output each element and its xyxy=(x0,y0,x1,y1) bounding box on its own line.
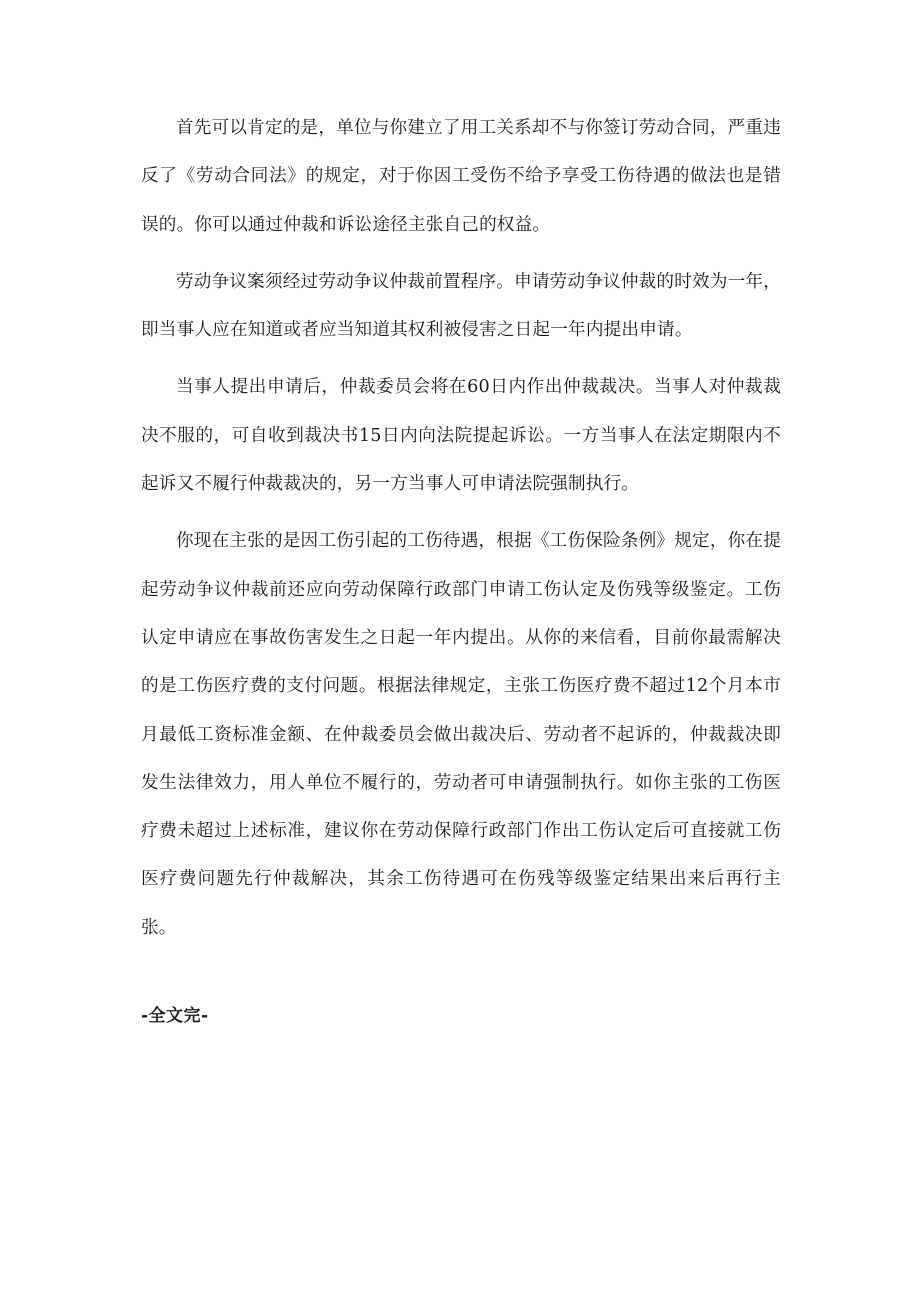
end-of-document-mark: -全文完- xyxy=(141,1006,209,1026)
document-body xyxy=(141,104,781,961)
paragraph-4: 你现在主张的是因工伤引起的工伤待遇，根据《工伤保险条例》规定，你在提起劳动争议仲裁前还应向劳动保障行政部门申请工伤认定及伤残等级鉴定。工伤认定申请应在事故伤害发生之日起一年内提出。从你的来信看，目前你最需解决的是工伤医疗费的支付问题。根据法律规定，主张工伤医疗费不超过12个月本市月最低工资标准金额、在仲裁委员会做出裁决后、劳动者不起诉的，仲裁裁决即发生法律效力，用人单位不履行的，劳动者可申请强制执行。如你主张的工伤医疗费未超过上述标准，建议你在劳动保障行政部门作出工伤认定后可直接就工伤医疗费问题先行仲裁解决，其余工伤待遇可在伤残等级鉴定结果出来后再行主张。 xyxy=(141,531,781,938)
paragraph-3: 当事人提出申请后，仲裁委员会将在60日内作出仲裁裁决。当事人对仲裁裁决不服的，可自收到裁决书15日内向法院提起诉讼。一方当事人在法定期限内不起诉又不履行仲裁裁决的，另一方当事人可申请法院强制执行。 xyxy=(141,377,781,495)
paragraph-2: 劳动争议案须经过劳动争议仲裁前置程序。申请劳动争议仲裁的时效为一年，即当事人应在知道或者应当知道其权利被侵害之日起一年内提出申请。 xyxy=(141,271,781,341)
paragraph-1: 首先可以肯定的是，单位与你建立了用工关系却不与你签订劳动合同，严重违反了《劳动合同法》的规定，对于你因工受伤不给予享受工伤待遇的做法也是错误的。你可以通过仲裁和诉讼途径主张自己的权益。 xyxy=(141,118,781,235)
